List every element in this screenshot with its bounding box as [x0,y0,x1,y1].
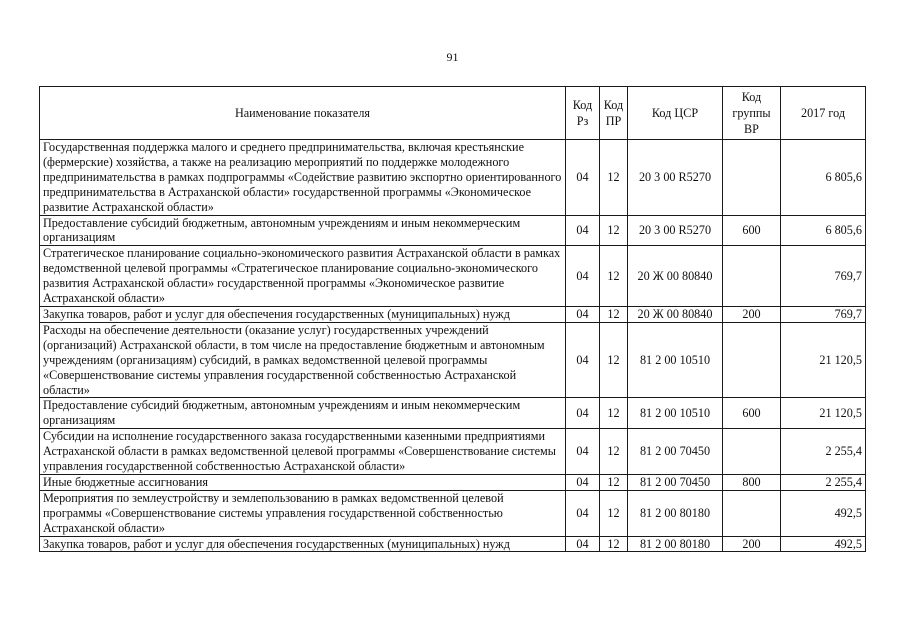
row-csr: 81 2 00 10510 [628,322,723,398]
page-number: 91 [446,50,459,64]
row-rz: 04 [566,246,600,307]
table-row [40,246,866,307]
row-csr: 81 2 00 10510 [628,398,723,429]
row-amount: 2 255,4 [781,474,866,490]
table-row [40,322,866,398]
row-vr [723,322,781,398]
row-pr: 12 [600,429,628,475]
row-name: Предоставление субсидий бюджетным, автономным учреждениям и иным некоммерческим организациям [40,398,566,429]
row-pr: 12 [600,215,628,246]
row-pr: 12 [600,536,628,552]
table-row [40,215,866,246]
row-amount: 21 120,5 [781,398,866,429]
row-csr: 81 2 00 80180 [628,536,723,552]
row-name: Расходы на обеспечение деятельности (оказание услуг) государственных учреждений (организаций) Астраханской области, в том числе на предоставление бюджетным и автономным учреждениям (организациям) субсидий, в рамках ведомственной целевой программы «Совершенствование системы управления государственной собственностью Астраханской области» [40,322,566,398]
row-amount: 21 120,5 [781,322,866,398]
row-name: Закупка товаров, работ и услуг для обеспечения государственных (муниципальных) нужд [40,536,566,552]
header-csr: Код ЦСР [628,87,723,140]
row-name: Предоставление субсидий бюджетным, автономным учреждениям и иным некоммерческим организациям [40,215,566,246]
table-row [40,140,866,216]
header-name: Наименование показателя [40,87,566,140]
row-vr: 800 [723,474,781,490]
row-csr: 20 3 00 R5270 [628,140,723,216]
row-vr: 600 [723,398,781,429]
row-amount: 6 805,6 [781,140,866,216]
row-amount: 769,7 [781,306,866,322]
row-amount: 769,7 [781,246,866,307]
row-csr: 81 2 00 70450 [628,429,723,475]
table-row [40,398,866,429]
budget-table [39,86,866,552]
row-csr: 20 Ж 00 80840 [628,246,723,307]
row-pr: 12 [600,398,628,429]
row-rz: 04 [566,474,600,490]
row-vr [723,140,781,216]
row-pr: 12 [600,246,628,307]
row-rz: 04 [566,429,600,475]
row-rz: 04 [566,140,600,216]
row-vr: 600 [723,215,781,246]
row-pr: 12 [600,306,628,322]
row-rz: 04 [566,306,600,322]
row-rz: 04 [566,398,600,429]
row-vr [723,246,781,307]
table-row [40,306,866,322]
table-body [40,140,866,552]
row-name: Субсидии на исполнение государственного заказа государственными казенными предприятиями Астраханской области в рамках ведомственной целевой программы «Совершенствование системы управления государственной собственностью Астраханской области» [40,429,566,475]
table-row [40,474,866,490]
row-vr [723,429,781,475]
row-pr: 12 [600,140,628,216]
row-rz: 04 [566,215,600,246]
row-vr [723,490,781,536]
row-amount: 492,5 [781,536,866,552]
row-name: Стратегическое планирование социально-экономического развития Астраханской области в рамках ведомственной целевой программы «Стратегическое планирование социально-экономического развития Астраханской области» государственной программы «Экономическое развитие Астраханской области» [40,246,566,307]
header-vr: Код группы ВР [723,87,781,140]
row-rz: 04 [566,322,600,398]
table-row [40,429,866,475]
header-year: 2017 год [781,87,866,140]
row-pr: 12 [600,490,628,536]
row-csr: 20 Ж 00 80840 [628,306,723,322]
row-csr: 81 2 00 70450 [628,474,723,490]
row-name: Закупка товаров, работ и услуг для обеспечения государственных (муниципальных) нужд [40,306,566,322]
table-row [40,536,866,552]
row-pr: 12 [600,474,628,490]
row-vr: 200 [723,306,781,322]
header-pr: Код ПР [600,87,628,140]
table-header-row [40,87,866,140]
header-rz: Код Рз [566,87,600,140]
row-csr: 20 3 00 R5270 [628,215,723,246]
row-rz: 04 [566,536,600,552]
row-vr: 200 [723,536,781,552]
row-amount: 6 805,6 [781,215,866,246]
table-row [40,490,866,536]
row-rz: 04 [566,490,600,536]
row-pr: 12 [600,322,628,398]
row-amount: 492,5 [781,490,866,536]
row-name: Государственная поддержка малого и среднего предпринимательства, включая крестьянские (фермерские) хозяйства, а также на реализацию мероприятий по поддержке молодежного предпринимательства в рамках подпрограммы «Содействие развитию экспортно ориентированного предпринимательства в Астраханской области» государственной программы «Экономическое развитие Астраханской области» [40,140,566,216]
row-amount: 2 255,4 [781,429,866,475]
row-name: Мероприятия по землеустройству и землепользованию в рамках ведомственной целевой программы «Совершенствование системы управления государственной собственностью Астраханской области» [40,490,566,536]
row-name: Иные бюджетные ассигнования [40,474,566,490]
row-csr: 81 2 00 80180 [628,490,723,536]
